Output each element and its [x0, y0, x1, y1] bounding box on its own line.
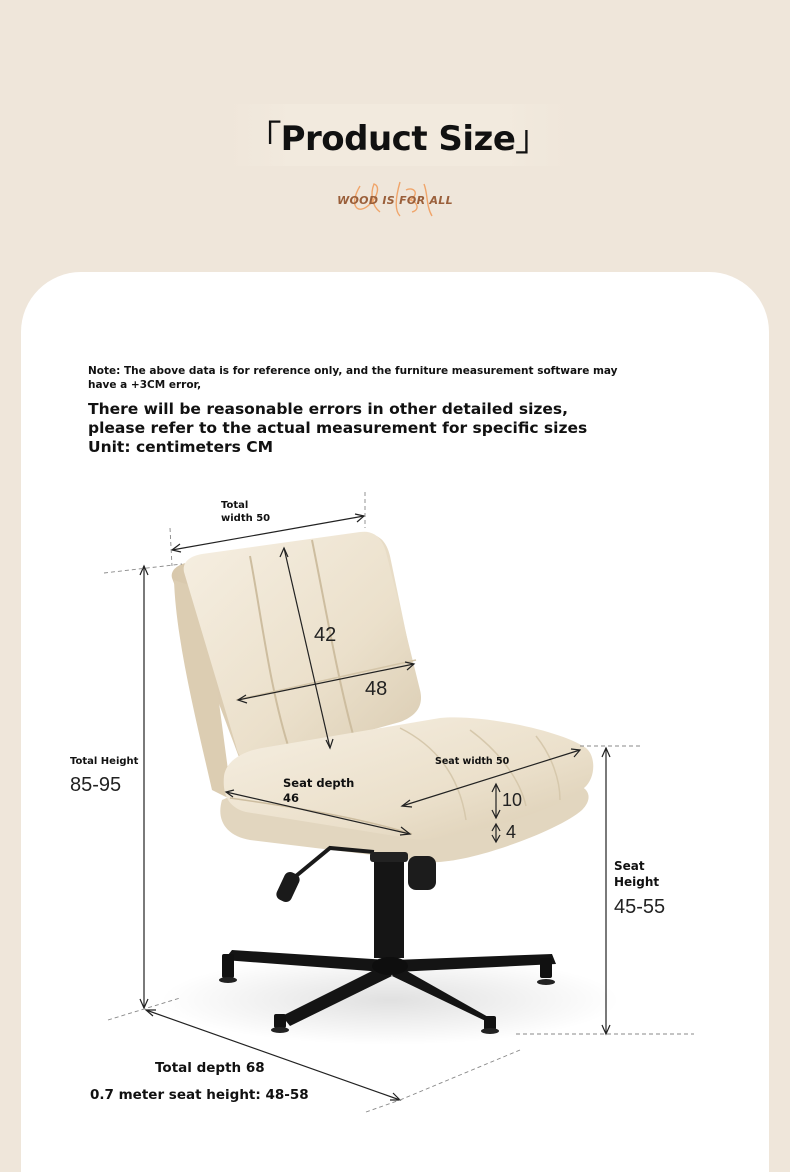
total-width-value: width 50	[221, 513, 271, 524]
total-depth-label: Total depth 68	[155, 1060, 265, 1076]
seat-height-label-line2: Height	[614, 875, 660, 889]
total-height-label: Total Height	[70, 756, 139, 767]
total-height-value: 85-95	[70, 774, 122, 796]
seat-height-value: 45-55	[614, 896, 666, 918]
disclaimer-note: Note: The above data is for reference only, and the furniture measurement software may have a +3CM error,	[88, 365, 618, 391]
brand-text: WOOD IS FOR ALL	[337, 194, 453, 207]
seat-height-note: 0.7 meter seat height: 48-58	[90, 1087, 309, 1103]
seat-depth-label: Seat depth	[283, 776, 355, 790]
backrest-width-value: 48	[365, 678, 388, 700]
page-title: 「Product Size」	[247, 118, 549, 159]
total-width-label: Total	[221, 500, 249, 511]
cushion-thickness-value: 10	[502, 790, 523, 810]
seat-width-label: Seat width 50	[435, 756, 510, 767]
base-thickness-value: 4	[506, 822, 517, 842]
seat-depth-value: 46	[283, 791, 300, 805]
measurement-note: There will be reasonable errors in other detailed sizes, please refer to the actual measurement for specific sizes Unit: centimeters CM	[88, 400, 588, 456]
backrest-height-value: 42	[314, 624, 337, 646]
seat-height-label-line1: Seat	[614, 859, 645, 873]
